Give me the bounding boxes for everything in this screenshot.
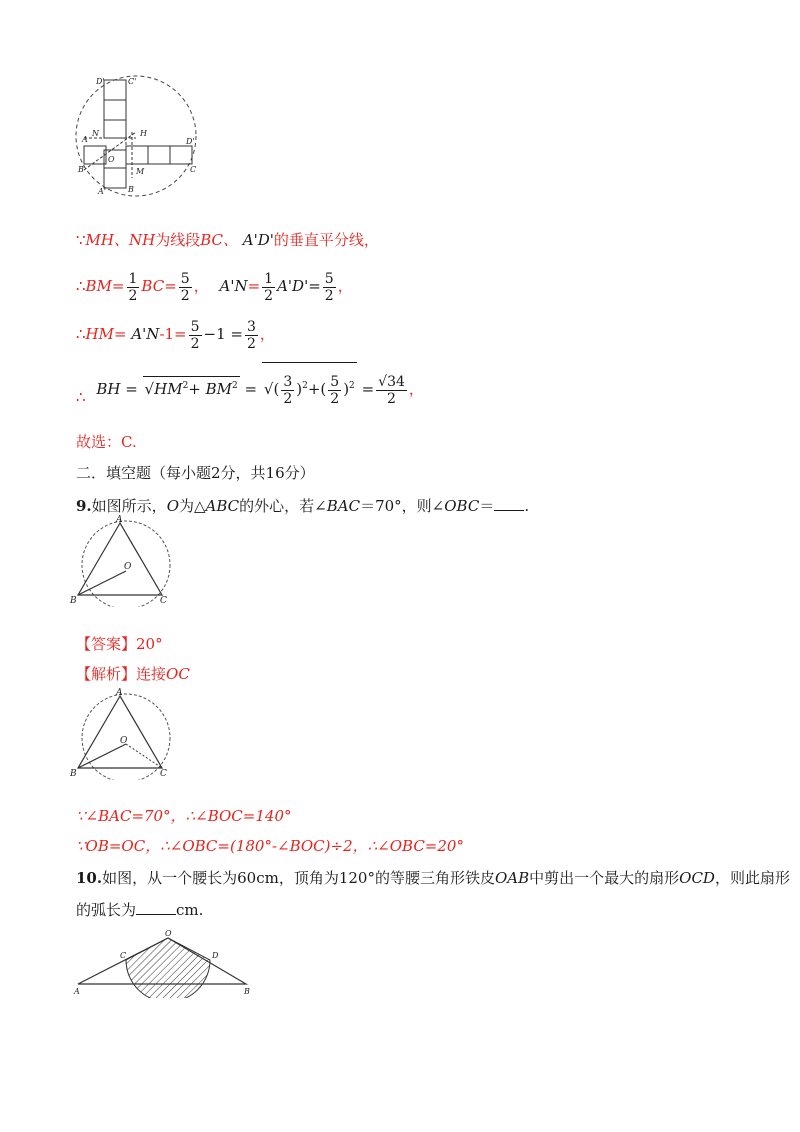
analysis-step-2: ∵OB=OC，∴∠OBC=(180°-∠BOC)÷2，∴∠OBC=20°: [76, 837, 464, 855]
label: C: [120, 951, 127, 960]
label: C': [128, 77, 137, 86]
label: A: [116, 515, 123, 525]
question-10: 10.如图，从一个腰长为60cm，顶角为120°的等腰三角形铁皮OAB中剪出一个最大的扇形OCD，则此扇形: [76, 869, 790, 887]
triangle-abc: [78, 523, 162, 595]
sector-triangle-figure: [70, 928, 270, 998]
choose-answer: 故选：C.: [76, 433, 137, 451]
solution-line-2: ∴BM= $\frac{1}{2}$ BC= $\frac{5}{2}$ ， A'N= $\frac{1}{2}$ A'D'= $\frac{5}{2}$ ，: [76, 270, 353, 304]
label: D': [96, 77, 105, 86]
label: C: [160, 596, 167, 606]
answer-9: 【答案】20°: [76, 635, 163, 653]
analysis-step-1: ∵∠BAC=70°，∴∠BOC=140°: [76, 807, 292, 825]
analysis-9: 【解析】连接OC: [76, 665, 190, 683]
label: O: [120, 736, 128, 746]
solution-line-1: ∵MH、NH为线段BC、 A'D'的垂直平分线，: [76, 231, 379, 249]
net-square: [104, 120, 126, 138]
solution-line-4: ∴ BH = $√HM^2+ BM^2$ = √( $\frac{3}{2}$ )$^2$+( $\frac{5}{2}$ )$^2$ = $\frac{√34}{2}$ ，: [76, 362, 424, 408]
label: C: [160, 769, 167, 779]
label: B: [70, 596, 77, 606]
label: D: [212, 951, 219, 960]
cube-net-circle-figure: [70, 70, 210, 200]
label: O: [165, 929, 172, 938]
label: B: [244, 987, 250, 996]
label: M: [136, 167, 145, 176]
label: A: [82, 135, 88, 144]
label: O: [108, 155, 115, 164]
question-10-cont: 的弧长为 cm.: [76, 901, 204, 919]
net-square: [84, 146, 106, 164]
label: C: [190, 165, 197, 174]
label: H: [140, 129, 147, 138]
question-9: 9.如图所示，O为△ABC的外心，若∠BAC＝70°，则∠OBC＝ .: [76, 497, 530, 515]
label: A': [98, 187, 106, 196]
net-square: [104, 100, 126, 120]
net-square: [148, 146, 170, 164]
circumcircle-figure-1: [70, 515, 180, 607]
triangle-abc: [78, 696, 162, 768]
net-square: [170, 146, 192, 164]
label: D': [186, 137, 195, 146]
label: N: [92, 129, 99, 138]
label: A: [74, 987, 80, 996]
section-heading: 二．填空题（每小题2分，共16分）: [76, 464, 315, 482]
label: B: [128, 185, 134, 194]
solution-line-3: ∴HM= A'N-1= $\frac{5}{2}$ −1 = $\frac{3}{2}$ ，: [76, 318, 275, 352]
net-square: [104, 168, 126, 188]
label: B: [70, 769, 77, 779]
circumcircle-figure-2: [70, 688, 180, 780]
label: O: [124, 562, 132, 572]
segment-oc: [126, 744, 162, 768]
shaded-sector: [126, 938, 210, 998]
label: B: [78, 165, 84, 174]
net-square: [126, 146, 148, 164]
label: A: [116, 688, 123, 698]
